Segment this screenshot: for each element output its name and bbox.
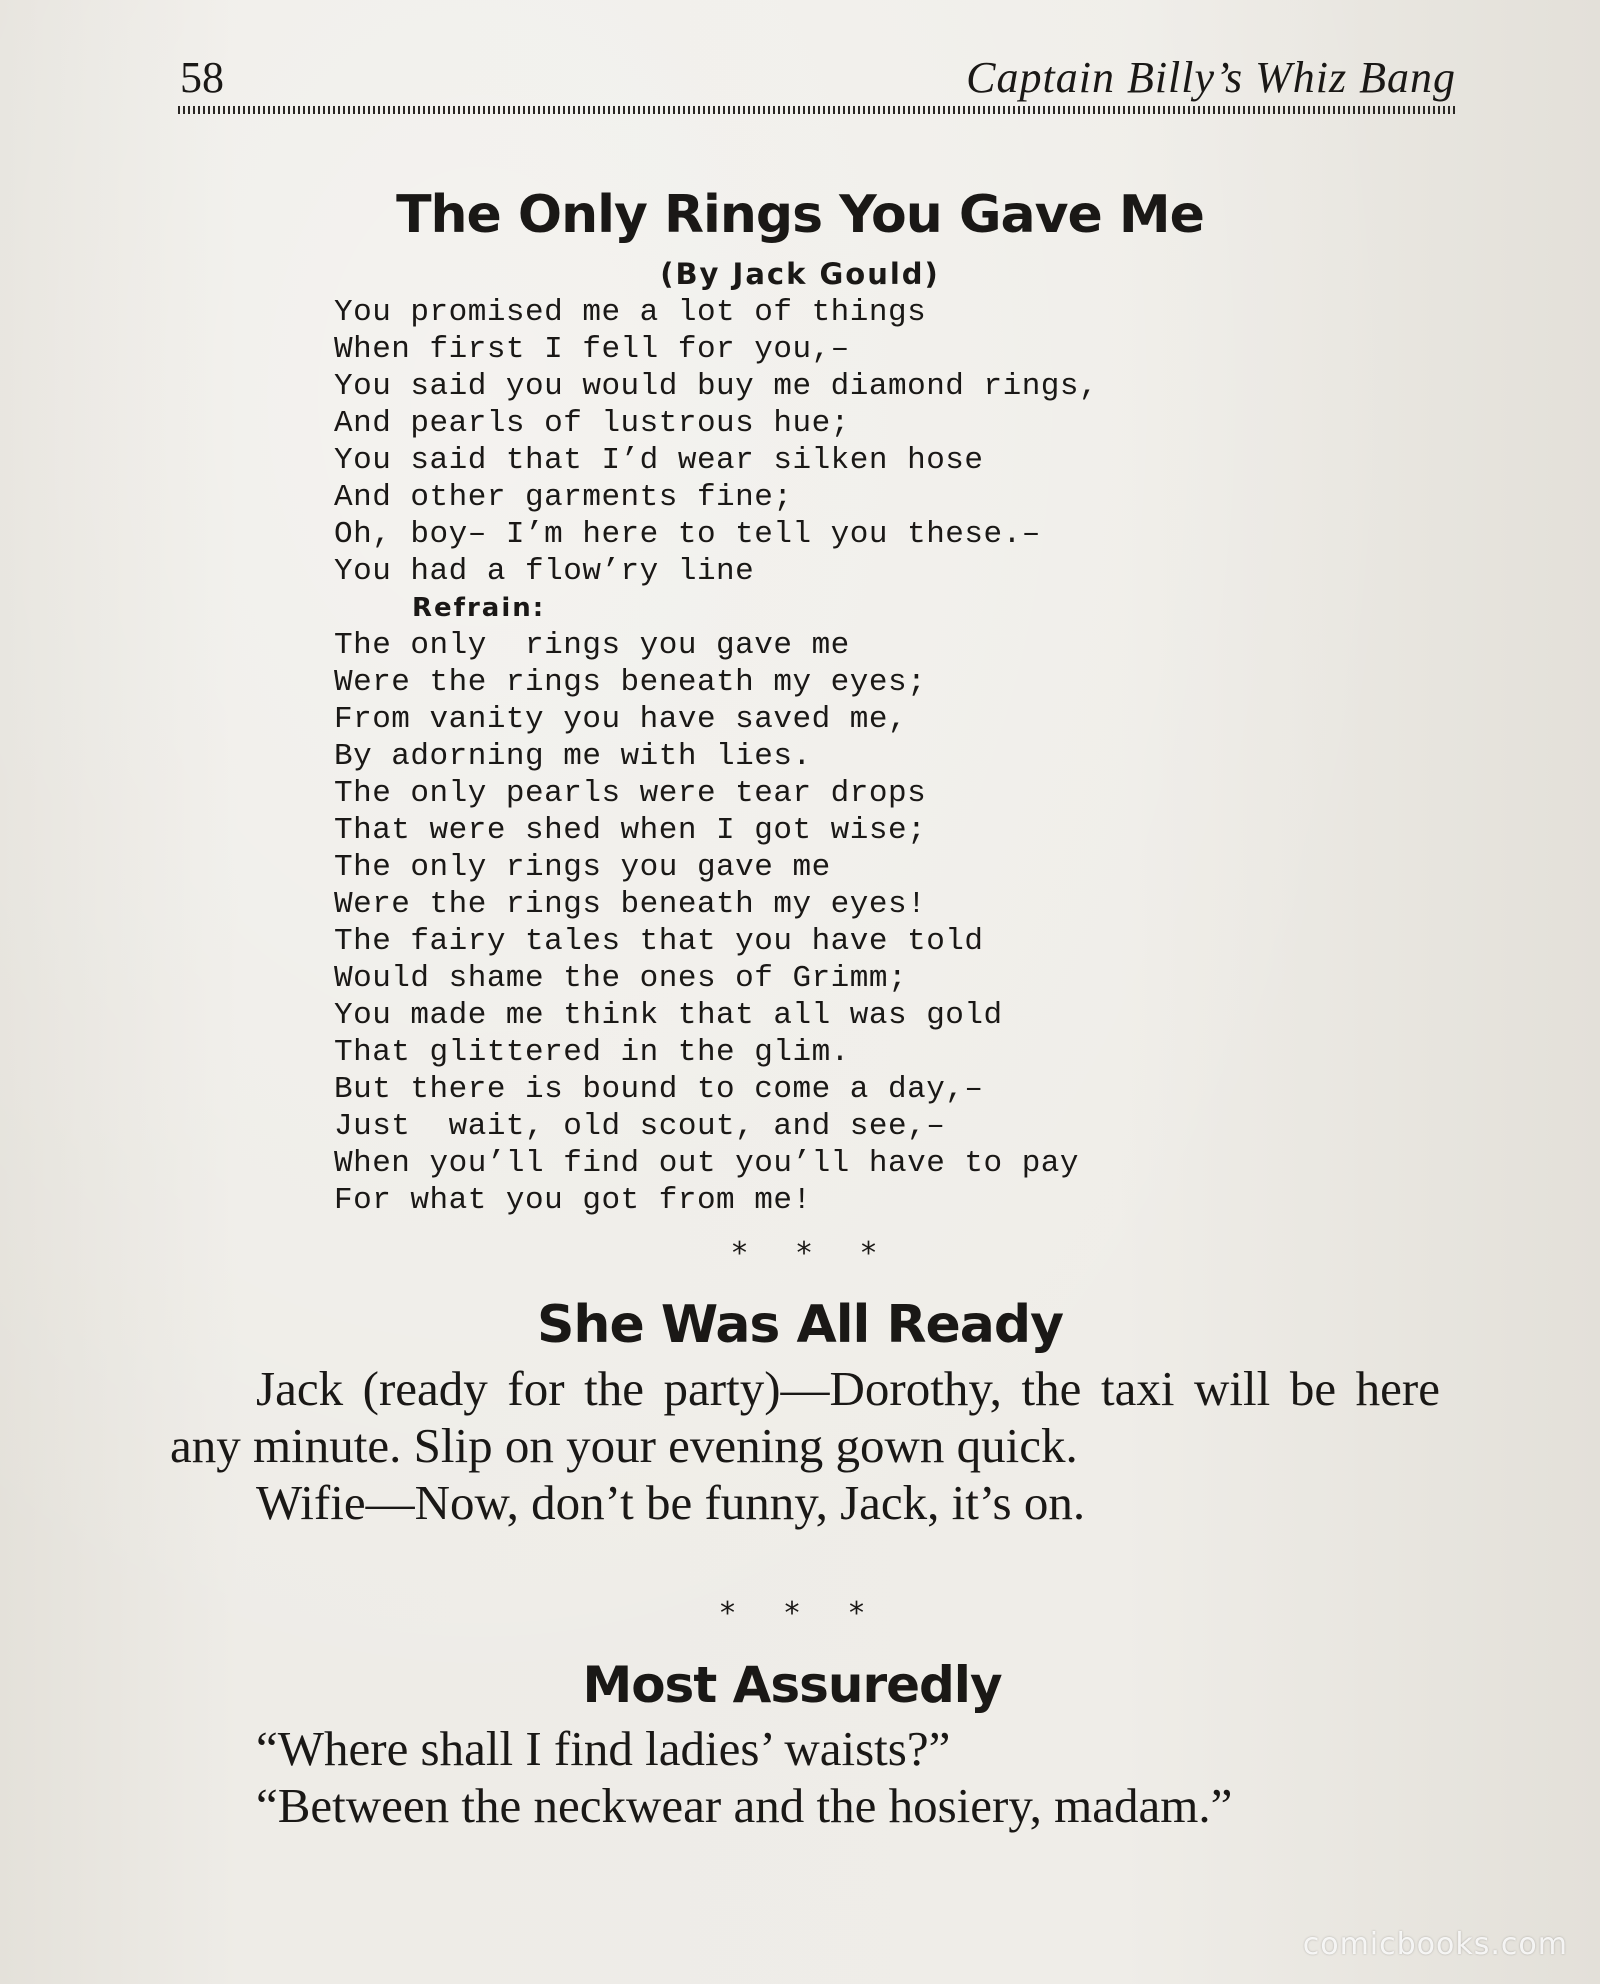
refrain-line: Were the rings beneath my eyes;	[334, 665, 927, 700]
refrain-line: You made me think that all was gold	[334, 998, 1003, 1033]
refrain-line: That were shed when I got wise;	[334, 813, 927, 848]
poem-line: You had a flow’ry line	[334, 554, 755, 589]
page-number: 58	[180, 53, 224, 102]
joke-title: Most Assuredly	[582, 1656, 1002, 1714]
refrain-line: Were the rings beneath my eyes!	[334, 887, 927, 922]
source-watermark: comicbooks.com	[1302, 1927, 1568, 1962]
poem-line: Oh, boy– I’m here to tell you these.–	[334, 517, 1041, 552]
joke-paragraph: Wifie—Now, don’t be funny, Jack, it’s on.	[256, 1475, 1086, 1530]
joke-body	[170, 1720, 1440, 1834]
joke-title: She Was All Ready	[536, 1295, 1063, 1355]
poem-line: And other garments fine;	[334, 480, 793, 515]
poem-line: When first I fell for you,–	[334, 332, 850, 367]
poem-body	[334, 294, 1234, 1219]
page-header	[180, 48, 1456, 108]
refrain-line: Would shame the ones of Grimm;	[334, 961, 908, 996]
poem-line: You said you would buy me diamond rings,	[334, 369, 1099, 404]
refrain-line: Just wait, old scout, and see,–	[334, 1109, 946, 1144]
refrain-line: When you’ll find out you’ll have to pay	[334, 1146, 1080, 1181]
joke-paragraph: “Between the neckwear and the hosiery, madam.”	[256, 1778, 1233, 1833]
refrain-line: The only rings you gave me	[334, 850, 831, 885]
poem-byline: (By Jack Gould)	[660, 257, 940, 291]
joke-body	[170, 1360, 1440, 1531]
joke-paragraph: Jack (ready for the party)—Dorothy, the taxi will be here any minute. Slip on your evening gown quick.	[170, 1361, 1440, 1473]
refrain-line: For what you got from me!	[334, 1183, 812, 1218]
refrain-line: The only pearls were tear drops	[334, 776, 927, 811]
refrain-label: Refrain:	[412, 593, 546, 623]
running-title: Captain Billy’s Whiz Bang	[966, 53, 1456, 102]
section-separator: * * *	[719, 1596, 865, 1631]
refrain-line: By adorning me with lies.	[334, 739, 812, 774]
poem-line: And pearls of lustrous hue;	[334, 406, 850, 441]
header-rule	[178, 106, 1458, 114]
joke-paragraph: “Where shall I find ladies’ waists?”	[256, 1721, 951, 1776]
refrain-line: The only rings you gave me	[334, 628, 850, 663]
refrain-line: From vanity you have saved me,	[334, 702, 908, 737]
refrain-line: The fairy tales that you have told	[334, 924, 984, 959]
refrain-line: But there is bound to come a day,–	[334, 1072, 984, 1107]
poem-line: You said that I’d wear silken hose	[334, 443, 984, 478]
poem-title: The Only Rings You Gave Me	[396, 185, 1204, 245]
refrain-line: That glittered in the glim.	[334, 1035, 850, 1070]
section-separator: * * *	[731, 1236, 877, 1271]
poem-line: You promised me a lot of things	[334, 295, 927, 330]
